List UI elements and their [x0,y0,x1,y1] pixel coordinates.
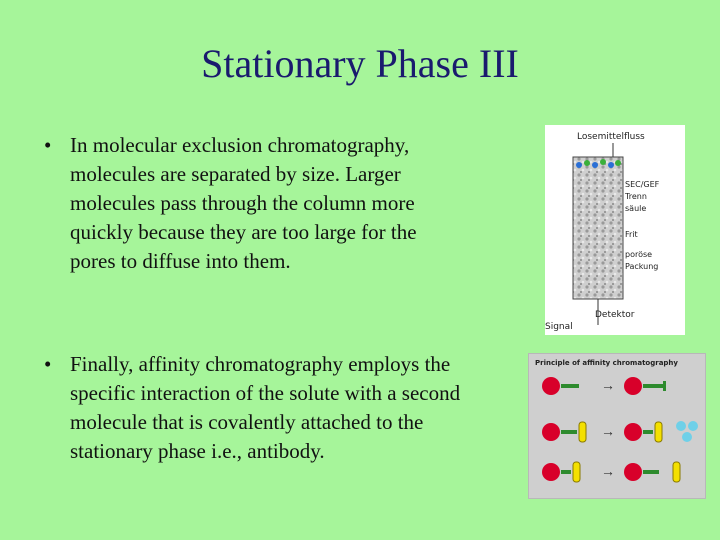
label-poroese: poröse [625,250,653,259]
column-diagram [545,125,685,335]
row-1 [542,377,666,395]
svg-text:→: → [601,465,615,480]
label-packung: Packung [625,262,659,271]
bullet-affinity [44,350,540,466]
bullet-line: In molecular exclusion chromatography, [70,133,410,157]
bullet-molecular-exclusion [44,131,490,276]
label-sec: SEC/GEF [625,180,660,189]
bullet-line: Finally, affinity chromatography employs the [70,352,451,376]
label-solvent-flow: Losemittelfluss [577,132,645,142]
row-2 [542,421,698,442]
bullet-line: molecules pass through the column more [70,191,415,215]
affinity-title: Principle of affinity chromatography [535,359,678,367]
label-signal: Signal [545,322,573,332]
svg-text:→: → [601,425,615,440]
bullet-line: quickly because they are too large for the [70,220,417,244]
label-trenn: Trenn [625,192,647,201]
column-diagram-svg [545,125,685,335]
row-3 [542,462,680,482]
slide-title: Stationary Phase III [201,41,519,86]
label-saeule: säule [625,204,647,213]
bullet-line: specific interaction of the solute with a second [70,381,461,405]
bullet-dot: • [44,133,52,157]
bullet-line: stationary phase i.e., antibody. [70,439,325,463]
bullet-line: molecule that is covalently attached to the [70,410,424,434]
bullet-line: pores to diffuse into them. [70,249,291,273]
svg-text:→: → [601,379,615,394]
column-body [573,157,623,299]
affinity-diagram [528,353,706,499]
bullet-line: molecules are separated by size. Larger [70,162,401,186]
bullet-dot: • [44,352,52,376]
affinity-diagram-svg [529,354,705,498]
label-frit: Frit [625,230,638,239]
label-detector: Detektor [595,310,635,320]
